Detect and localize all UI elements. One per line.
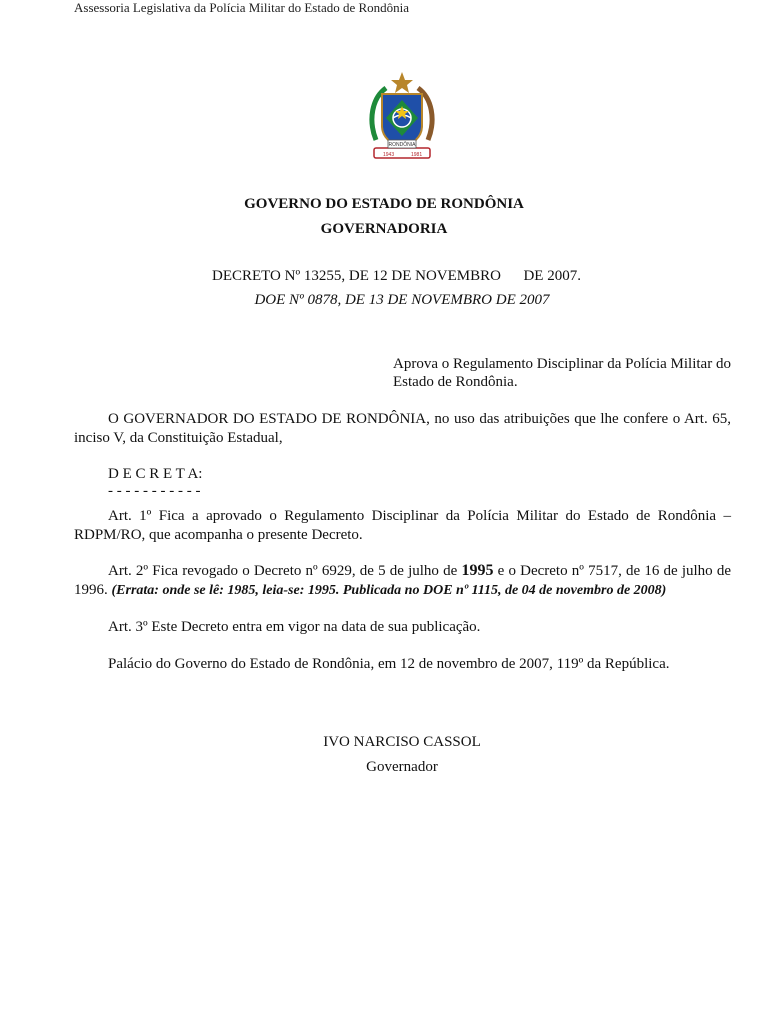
svg-text:RONDÔNIA: RONDÔNIA [388,142,416,148]
article-2-text-part2: e o Decreto nº 7517, de 16 de julho de 1996. [74,563,731,598]
svg-text:1981: 1981 [411,152,423,158]
decree-doe-line: DOE Nº 0878, DE 13 DE NOVEMBRO DE 2007 [254,292,550,308]
decreta-underline: - - - - - - - - - - - [108,483,201,499]
article-1: Art. 1º Fica a aprovado o Regulamento Disciplinar da Polícia Militar do Estado de Rondônia – RDPM/RO, que acompanha o presente Decreto. [74,508,731,543]
article-2-text-part1: Art. 2º Fica revogado o Decreto nº 6929, de 5 de julho de [108,563,462,579]
signatory-role: Governador [366,759,438,775]
government-title: GOVERNO DO ESTADO DE RONDÔNIA [244,196,524,212]
closing-paragraph: Palácio do Governo do Estado de Rondônia, em 12 de novembro de 2007, 119º da República. [108,656,670,672]
preamble-paragraph: O GOVERNADOR DO ESTADO DE RONDÔNIA, no uso das atribuições que lhe confere o Art. 65, inciso V, da Constituição Estadual, [74,411,731,446]
svg-text:1943: 1943 [383,152,395,158]
decreta-block [108,466,202,500]
article-2-year: 1995 [461,562,494,579]
governorship-subtitle: GOVERNADORIA [320,221,448,237]
state-coat-of-arms-emblem [366,70,438,162]
decreta-label: D E C R E T A: [108,466,203,482]
decree-summary: Aprova o Regulamento Disciplinar da Polícia Militar do Estado de Rondônia. [393,356,731,390]
article-2 [74,561,731,600]
decree-number-line: DECRETO Nº 13255, DE 12 DE NOVEMBRO DE 2007. [212,268,581,284]
running-header: Assessoria Legislativa da Polícia Militar do Estado de Rondônia [74,0,410,15]
article-2-errata: (Errata: onde se lê: 1985, leia-se: 1995. Publicada no DOE nº 1115, de 04 de novembro de 2008) [111,583,667,598]
signatory-name: IVO NARCISO CASSOL [323,734,481,750]
article-3: Art. 3º Este Decreto entra em vigor na data de sua publicação. [108,619,481,635]
